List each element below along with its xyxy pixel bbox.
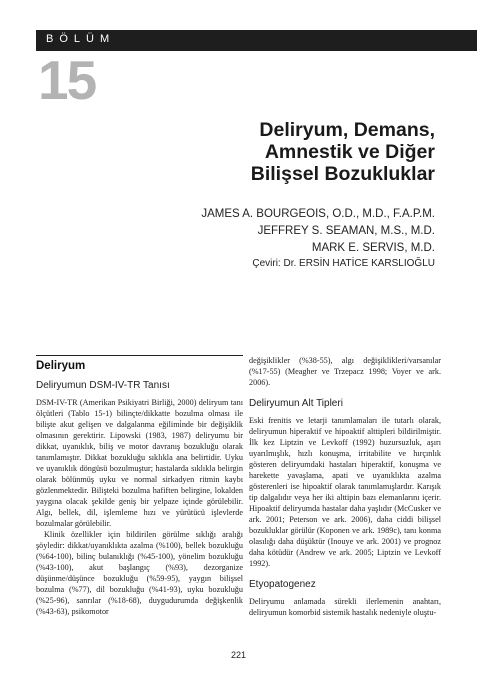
chapter-label: BÖLÜM	[46, 33, 116, 45]
chapter-title-line-3: Bilişsel Bozukluklar	[250, 163, 435, 185]
author-list	[201, 206, 435, 257]
author-3: MARK E. SERVIS, M.D.	[311, 242, 435, 254]
translator-credit: Çeviri: Dr. ERSİN HATİCE KARSLIOĞLU	[252, 258, 435, 269]
left-column	[36, 355, 243, 617]
body-paragraph: değişiklikler (%38-55), algı değişiklikleri/varsanılar (%17-55) (Meagher ve Trzepacz 1998; Voyer ve ark. 2006).	[249, 356, 441, 387]
chapter-band	[36, 30, 477, 51]
section-title: Deliryum	[36, 355, 243, 372]
chapter-title-line-2: Amnestik ve Diğer	[264, 141, 435, 163]
subsection-title: Deliryumun DSM-IV-TR Tanısı	[36, 380, 170, 391]
body-paragraph: Klinik özellikler için bildirilen görülme sıklığı aralığı şöyledir: dikkat/uyanıklıkta azalma (%100), bellek bozukluğu (%64-100), bilinç bulanıklığı (%45-100), yönelim bozukluğu (%43-100), akut başlangıç (%93), dezorganize düşünme/düşünce bozukluğu (%59-95), yaygın bilişsel bozulma (%77), dil bozukluğu (%41-93), uyku bozukluğu (%25-96), sanrılar (%18-68), duygudurumda değişkenlik (%43-63), psikomotor	[36, 530, 243, 616]
subsection-title: Deliryumun Alt Tipleri	[249, 398, 343, 409]
author-2: JEFFREY S. SEAMAN, M.S., M.D.	[257, 225, 435, 237]
body-paragraph: Eski frenitis ve letarji tanımlamaları ile tutarlı olarak, deliryumun hiperaktif ve hipoaktif alttipleri bildirilmiştir. İlk kez Liptzin ve Levkoff (1992) huzursuzluk, aşırı uyarılmışlık, hızlı konuşma, irritabilite ve hırçınlık gösteren deliryumdaki hastaları hiperaktif, konuşma ve harekette yavaşlama, apati ve uyanıklıkta azalma gösterenleri ise hipoaktif olarak tanımlamışlardır. Karışık tip dalgalıdır veya her iki alttipin bazı elemanlarını içerir. Hipoaktif deliryumda hastalar daha yaşlıdır (McCusker ve ark. 2001; Peterson ve ark. 2006), daha ciddi bilişsel bozukluklar görülür (Koponen ve ark. 1989c), tanı konma olasılığı daha düşüktür (Inouye ve ark. 2001) ve prognoz daha kötüdür (Andrew ve ark. 2005; Liptzin ve Levkoff 1992).	[249, 416, 441, 568]
author-1: JAMES A. BOURGEOIS, O.D., M.D., F.A.P.M.	[201, 208, 435, 220]
chapter-title	[251, 119, 435, 185]
body-paragraph: DSM-IV-TR (Amerikan Psikiyatri Birliği, 2000) deliryum tanı ölçütleri (Tablo 15-1) bilinçte/dikkatte bozulma olması ile bilişte akut gelişen ve dalgalanma eğilimi̇nde bir değişiklik olmasının gerektirir. Lipowski (1983, 1987) deliryumu bir dikkat, uyanıklık, biliş ve motor davranış bozukluğu olarak tanımlamıştır. Dikkat bozukluğu sıklıkla ana belirtidir. Uyku ve uyanıklık döngüsü bozulmuştur; hastalarda sıklıkla belirgin olarak bölünmüş uyku ve normal sirkadyen ritmin kaybı gözlenmektedir. Bilişteki bozulma hafiften belirgine, lokalden yaygına olacak şekilde geniş bir yelpaze içinde görülebilir. Algı, bellek, dil, işlemleme hızı ve yürütücü işlevlerde bozulmalar görülebilir.	[36, 398, 243, 528]
page-number: 221	[230, 650, 247, 660]
chapter-number: 15	[38, 49, 96, 111]
subsection-title: Etyopatogenez	[249, 579, 316, 590]
chapter-title-line-1: Deliryum, Demans,	[259, 119, 435, 141]
right-column	[249, 355, 441, 618]
body-paragraph: Deliryumu anlamada sürekli ilerlemenin anahtarı, deliryumun komorbid sistemik hastalık nedeniyle oluştu-	[249, 597, 441, 617]
